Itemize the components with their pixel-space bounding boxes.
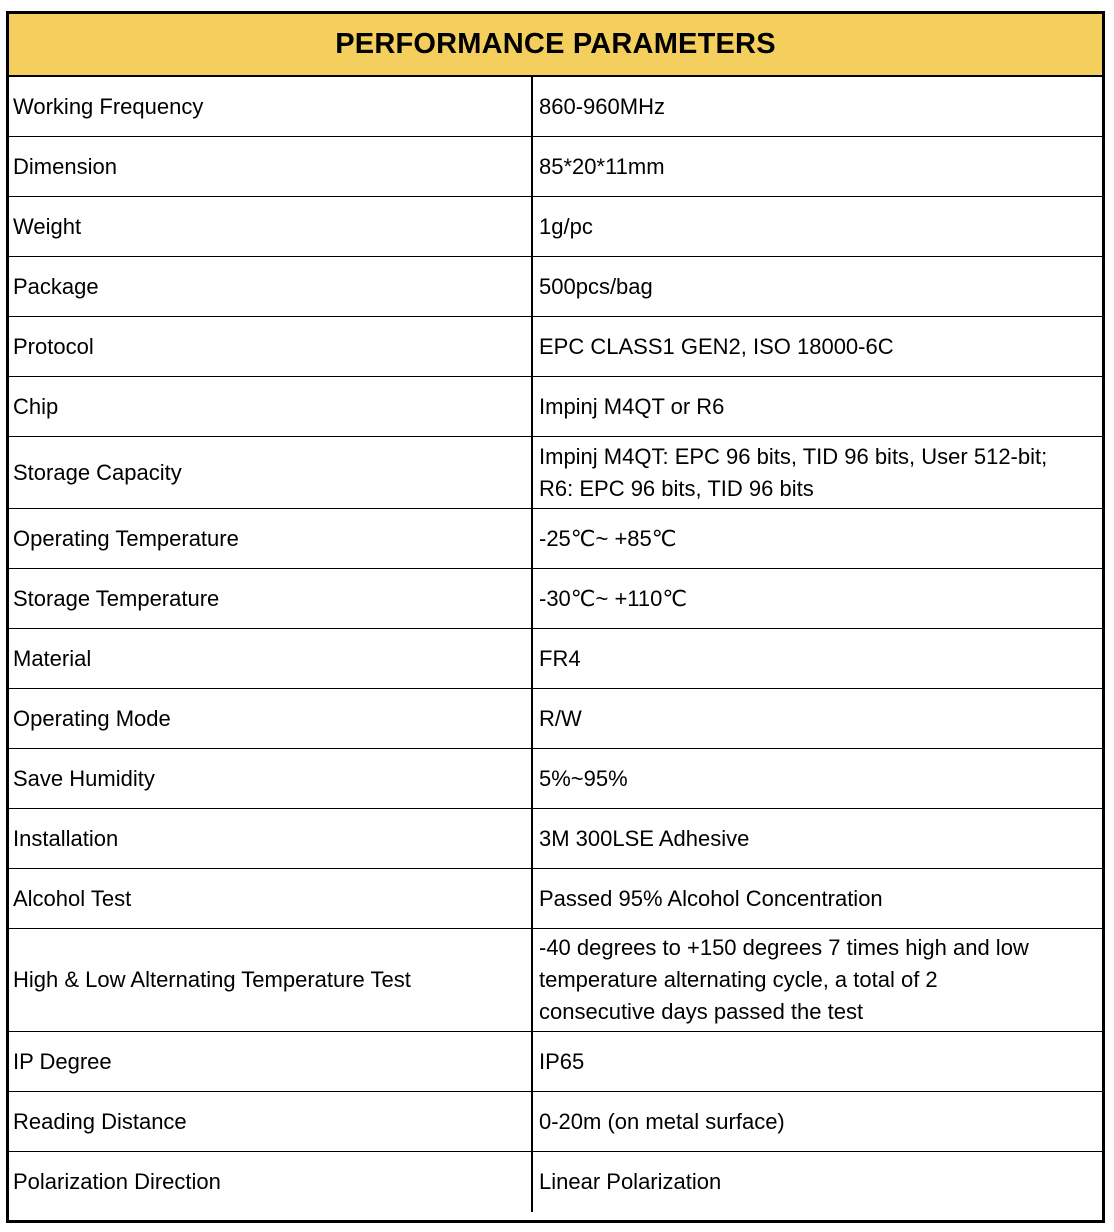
param-value: Linear Polarization [539, 1169, 722, 1194]
param-name: Operating Temperature [9, 509, 533, 568]
param-name: Package [9, 257, 533, 316]
table-row [9, 1032, 1102, 1092]
param-value: 1g/pc [539, 213, 593, 239]
param-value: 85*20*11mm [539, 153, 665, 179]
param-name: Save Humidity [9, 749, 533, 808]
param-name: IP Degree [9, 1032, 533, 1091]
param-value: 5%~95% [539, 765, 628, 791]
table-row [9, 77, 1102, 137]
param-value: -25℃~ +85℃ [539, 525, 677, 551]
table-row [9, 869, 1102, 929]
table-row [9, 317, 1102, 377]
table-row [9, 929, 1102, 1032]
param-name: Protocol [9, 317, 533, 376]
param-name: Weight [9, 197, 533, 256]
param-name: Dimension [9, 137, 533, 196]
param-name: Storage Temperature [9, 569, 533, 628]
table-row [9, 197, 1102, 257]
param-value: -30℃~ +110℃ [539, 585, 688, 611]
param-value: EPC CLASS1 GEN2, ISO 18000-6C [539, 333, 894, 359]
param-name: Operating Mode [9, 689, 533, 748]
param-value: Impinj M4QT or R6 [539, 393, 725, 419]
param-name: Material [9, 629, 533, 688]
table-row [9, 377, 1102, 437]
param-name: High & Low Alternating Temperature Test [9, 929, 533, 1031]
table-title: PERFORMANCE PARAMETERS [9, 14, 1102, 77]
table-row [9, 257, 1102, 317]
param-name: Working Frequency [9, 77, 533, 136]
param-value: IP65 [539, 1048, 585, 1074]
param-value: R/W [539, 705, 582, 731]
table-row [9, 749, 1102, 809]
param-value: -40 degrees to +150 degrees 7 times high and low temperature alternating cycle, a total of 2 consecutive days passed the test [539, 935, 1029, 1024]
param-value: 3M 300LSE Adhesive [539, 825, 750, 851]
param-value: Impinj M4QT: EPC 96 bits, TID 96 bits, User 512-bit; R6: EPC 96 bits, TID 96 bits [539, 443, 1048, 501]
table-row [9, 1092, 1102, 1152]
param-value: 500pcs/bag [539, 273, 653, 299]
table-row [9, 629, 1102, 689]
param-value: FR4 [539, 645, 581, 671]
param-name: Chip [9, 377, 533, 436]
param-value: 860-960MHz [539, 93, 665, 119]
performance-parameters-table [6, 11, 1105, 1223]
param-name: Installation [9, 809, 533, 868]
table-row [9, 809, 1102, 869]
table-row [9, 1152, 1102, 1212]
param-name: Alcohol Test [9, 869, 533, 928]
param-value: 0-20m (on metal surface) [539, 1108, 785, 1134]
table-row [9, 569, 1102, 629]
table-row [9, 137, 1102, 197]
param-name: Storage Capacity [9, 437, 533, 508]
table-row [9, 437, 1102, 509]
table-row [9, 689, 1102, 749]
param-name: Polarization Direction [9, 1152, 533, 1212]
param-value: Passed 95% Alcohol Concentration [539, 885, 883, 911]
table-row [9, 509, 1102, 569]
param-name: Reading Distance [9, 1092, 533, 1151]
